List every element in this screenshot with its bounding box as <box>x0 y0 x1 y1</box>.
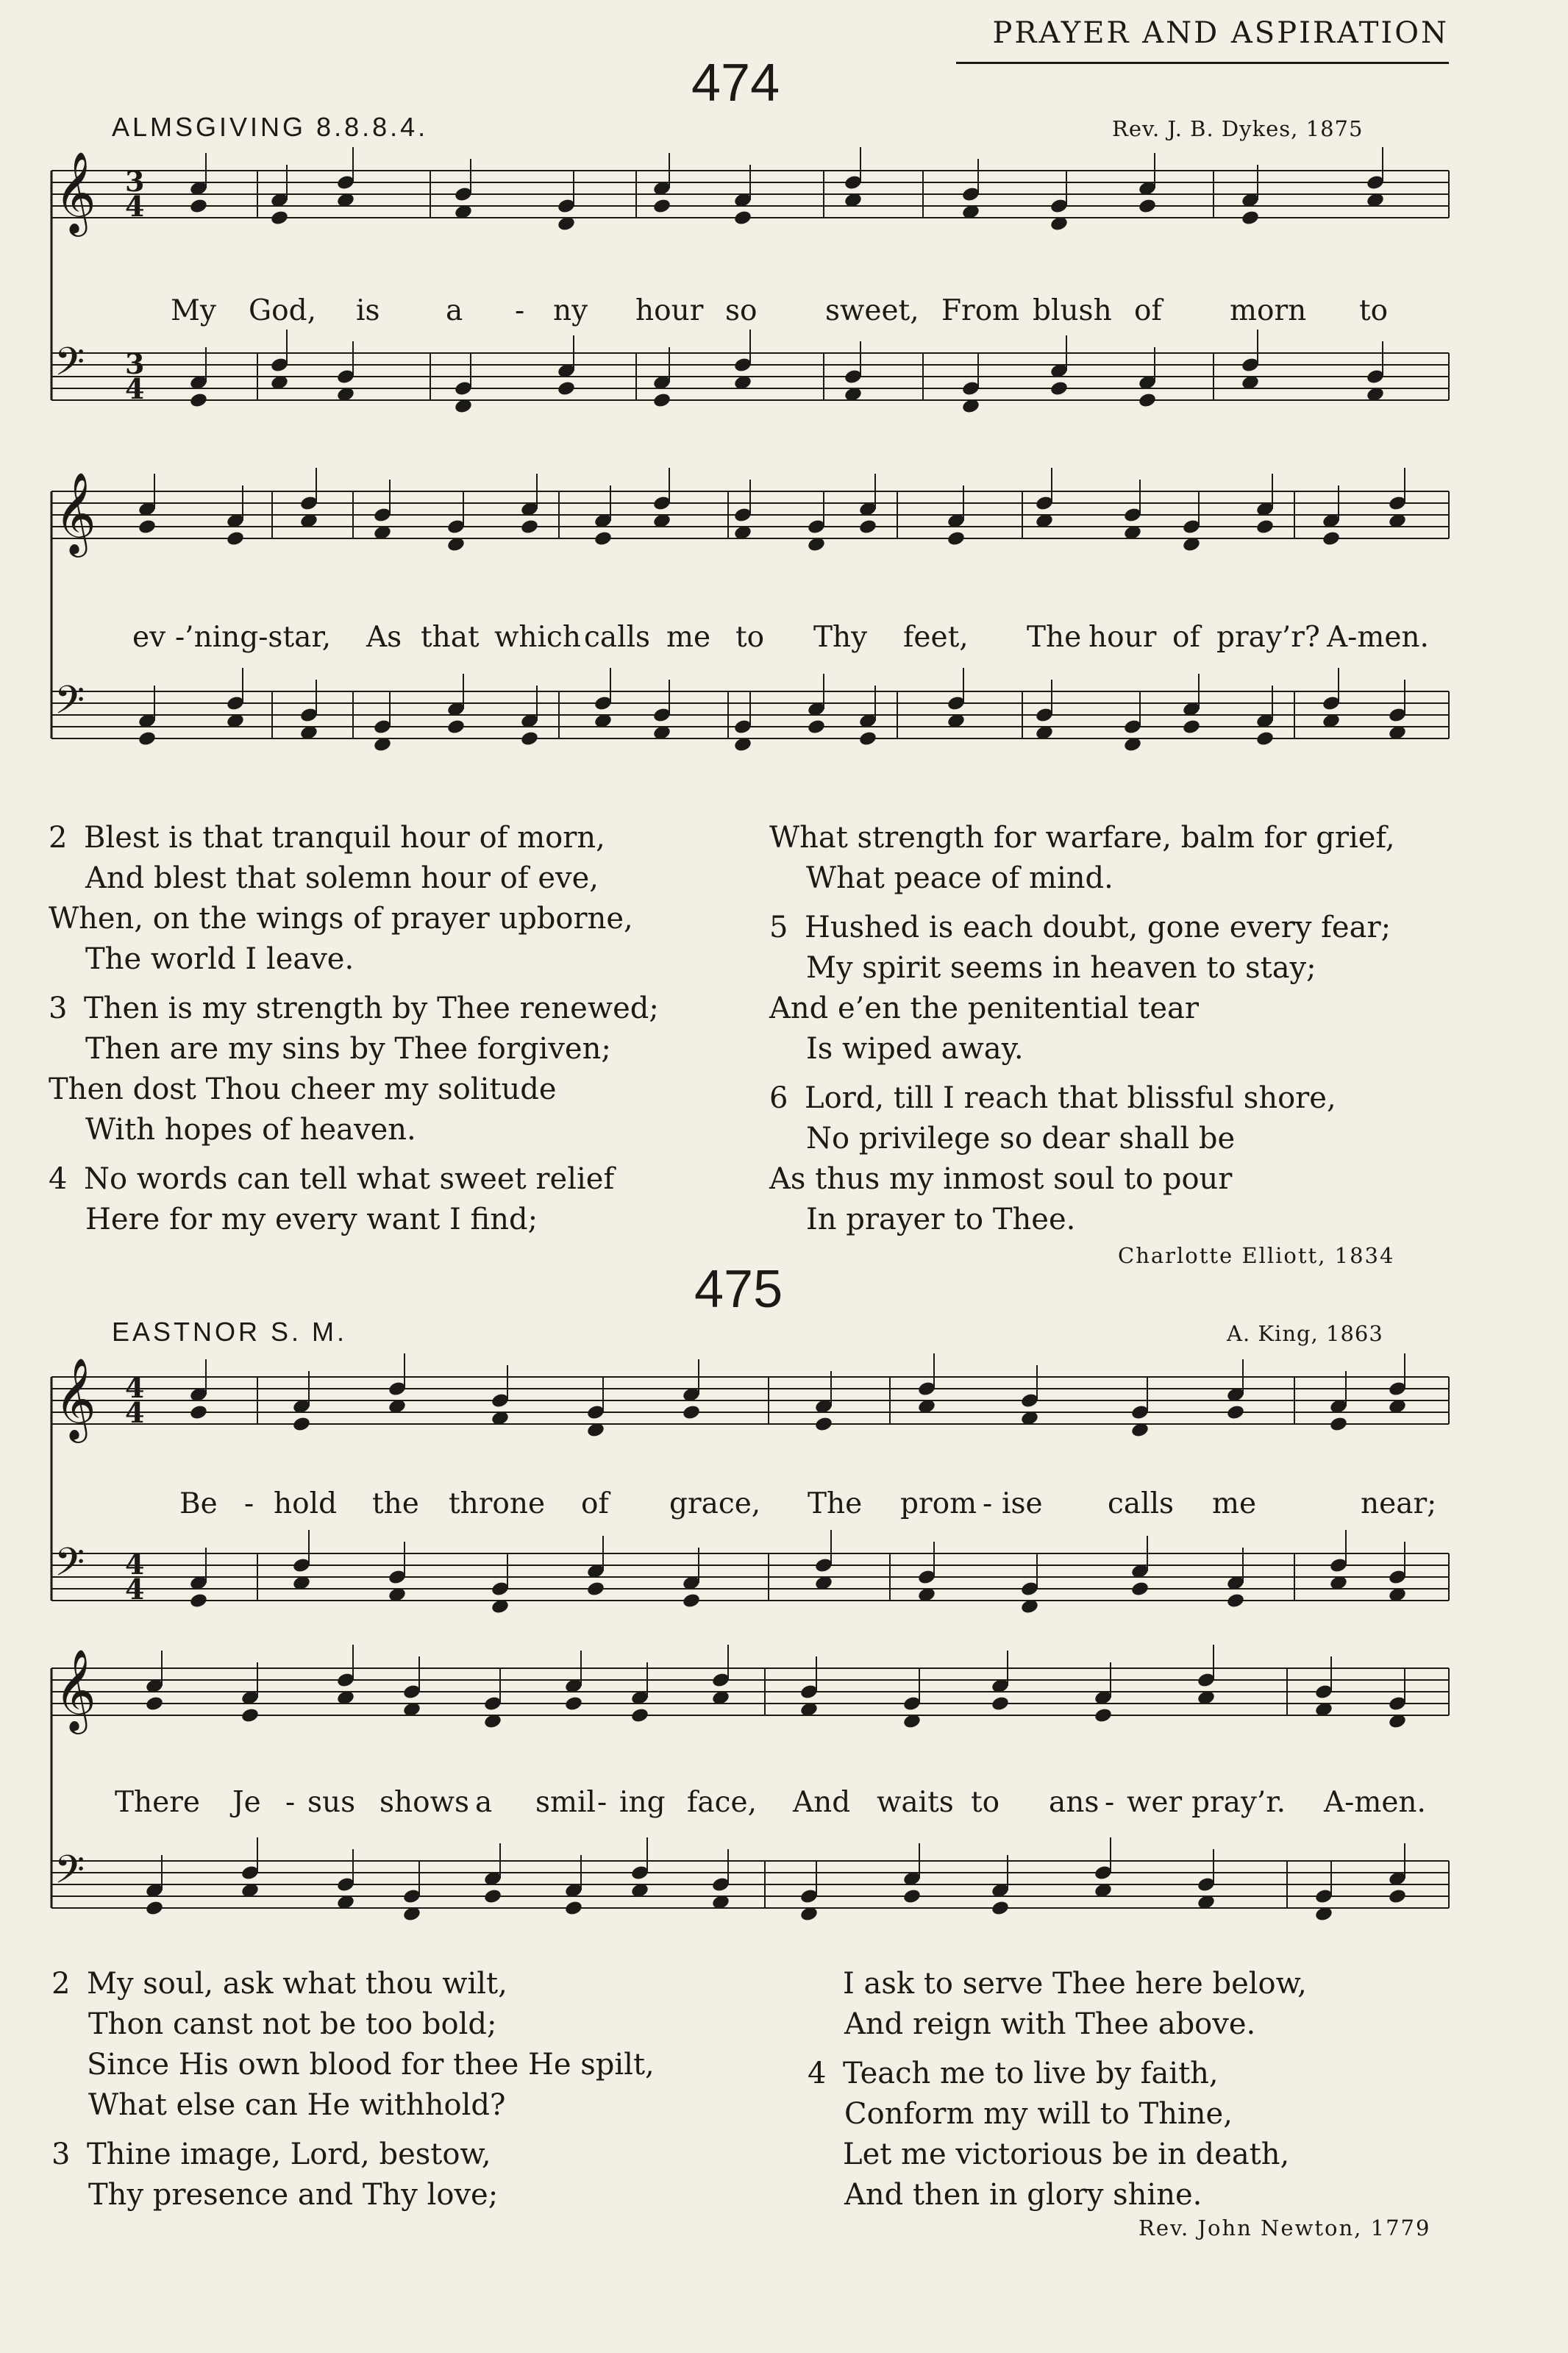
stanza-line: What peace of mind. <box>806 861 1113 895</box>
note-head <box>807 719 826 736</box>
lyric-syllable: feet, <box>903 621 969 654</box>
lyric-syllable: My <box>171 294 216 327</box>
lyric-syllable: a <box>475 1786 493 1819</box>
treble-clef-icon: 𝄞 <box>54 471 96 554</box>
lyric-syllable: of <box>581 1487 609 1520</box>
lyric-syllable: blush <box>1033 294 1112 327</box>
time-signature-bottom: 4 <box>125 1573 145 1606</box>
note-head <box>682 1404 701 1421</box>
note-head <box>189 392 208 409</box>
note-head <box>1226 1404 1245 1421</box>
stanza-number: 4 <box>49 1162 68 1196</box>
lyric-syllable: face, <box>687 1786 758 1819</box>
lyric-syllable: ans <box>1049 1786 1100 1819</box>
note-head <box>1050 380 1069 397</box>
lyric-syllable: ny <box>553 294 588 327</box>
hymn-474-stanzas-right <box>769 818 1395 1240</box>
lyric-syllable: calls <box>584 621 651 654</box>
note-head <box>1241 210 1260 227</box>
note-head <box>483 1888 502 1905</box>
time-signature-top: 3 <box>125 347 145 380</box>
time-signature-bottom: 4 <box>125 1396 145 1429</box>
note-head <box>564 1695 583 1712</box>
stanza-line: Since His own blood for thee He spilt, <box>87 2048 655 2082</box>
lyric-syllable: wer <box>1127 1786 1183 1819</box>
hymn-474-author: Charlotte Elliott, 1834 <box>1118 1243 1395 1268</box>
lyric-syllable: -’ning-star, <box>175 621 332 654</box>
lyric-syllable: throne <box>449 1487 546 1520</box>
stanza-line: Is wiped away. <box>806 1032 1024 1066</box>
lyric-syllable: - <box>597 1786 607 1819</box>
note-head <box>189 198 208 215</box>
lyric-syllable: hour <box>635 294 704 327</box>
lyric-syllable: - <box>983 1487 993 1520</box>
stanza <box>49 989 659 1150</box>
stanza-line: The world I leave. <box>85 942 354 976</box>
stanza-line: With hopes of heaven. <box>85 1113 416 1147</box>
stanza-line: Then dost Thou cheer my solitude <box>49 1072 557 1106</box>
note-head <box>189 1592 208 1609</box>
time-signature-bottom: 4 <box>125 372 145 405</box>
stanza-line: Thon canst not be too bold; <box>88 2007 497 2041</box>
lyric-syllable: From <box>941 294 1020 327</box>
hymn-474-number: 474 <box>691 54 780 113</box>
lyric-syllable: pray’r. <box>1191 1786 1286 1819</box>
stanza-line: Teach me to live by faith, <box>843 2057 1219 2090</box>
lyric-syllable: shows <box>379 1786 470 1819</box>
note-head <box>652 198 671 215</box>
time-signature-top: 4 <box>125 1548 145 1581</box>
hymn-475-composer: A. King, 1863 <box>1227 1321 1383 1346</box>
stanza-line: I ask to serve Thee here below, <box>843 1967 1307 2001</box>
note-head <box>292 1416 311 1433</box>
treble-staff <box>51 1648 1449 1734</box>
lyric-syllable: smil <box>535 1786 596 1819</box>
note-head <box>226 530 245 547</box>
lyric-syllable: so <box>725 294 758 327</box>
stanza-line: No words can tell what sweet relief <box>84 1162 615 1196</box>
stanza-number: 3 <box>51 2137 71 2171</box>
stanza-line: Lord, till I reach that blissful shore, <box>805 1081 1336 1115</box>
hymn-475-author: Rev. John Newton, 1779 <box>1138 2215 1431 2240</box>
stanza-line: My spirit seems in heaven to stay; <box>806 951 1316 985</box>
lyric-syllable: morn <box>1230 294 1307 327</box>
lyric-syllable: ise <box>1002 1487 1043 1520</box>
lyric-syllable: that <box>421 621 480 654</box>
stanza-number: 2 <box>49 821 68 855</box>
lyric-syllable: sweet, <box>825 294 919 327</box>
lyric-syllable: to <box>735 621 765 654</box>
note-head <box>991 1695 1010 1712</box>
lyric-syllable: pray’r? <box>1216 621 1320 654</box>
hymn-474-stanzas-left <box>49 818 659 1240</box>
lyric-syllable: The <box>808 1487 863 1520</box>
stanza-line: Then are my sins by Thee forgiven; <box>85 1032 611 1066</box>
bass-clef-icon: 𝄢 <box>54 1540 85 1595</box>
note-head <box>1388 1888 1407 1905</box>
note-head <box>1182 719 1201 736</box>
stanza <box>51 2135 655 2215</box>
lyric-syllable: hold <box>274 1487 338 1520</box>
note-head <box>814 1416 833 1433</box>
lyric-syllable: near; <box>1361 1487 1437 1520</box>
note-head <box>1255 730 1275 747</box>
stanza <box>49 1159 659 1240</box>
hymn-474-tune: ALMSGIVING 8.8.8.4. <box>112 112 429 142</box>
lyric-syllable: A-men. <box>1324 1786 1426 1819</box>
hymn-475-number: 475 <box>694 1260 783 1319</box>
note-head <box>652 392 671 409</box>
lyric-syllable: a <box>446 294 463 327</box>
treble-clef-icon: 𝄞 <box>54 1648 96 1731</box>
hymn-475-tune: EASTNOR S. M. <box>112 1317 348 1347</box>
treble-staff <box>51 1357 1449 1443</box>
lyric-syllable: - <box>285 1786 296 1819</box>
lyric-syllable: to <box>1359 294 1389 327</box>
bass-clef-icon: 𝄢 <box>54 340 85 394</box>
note-head <box>270 210 289 227</box>
bass-staff <box>51 1540 1449 1601</box>
note-head <box>446 719 466 736</box>
lyric-syllable: the <box>372 1487 419 1520</box>
lyric-syllable: And <box>793 1786 851 1819</box>
bass-staff <box>51 1848 1449 1908</box>
lyric-syllable: God, <box>249 294 316 327</box>
stanza-number: 5 <box>769 911 788 944</box>
stanza-line: And reign with Thee above. <box>844 2007 1256 2041</box>
lyric-syllable: prom <box>900 1487 977 1520</box>
stanza <box>49 818 659 980</box>
stanza-line: What strength for warfare, balm for grief, <box>769 821 1395 855</box>
lyric-syllable: - <box>515 294 525 327</box>
hymn-475-stanzas-left <box>51 1964 655 2215</box>
stanza-line: Then is my strength by Thee renewed; <box>84 992 659 1025</box>
note-head <box>1130 1581 1150 1598</box>
note-head <box>947 530 966 547</box>
note-head <box>564 1900 583 1917</box>
lyric-syllable: Je <box>232 1786 261 1819</box>
lyric-syllable: me <box>1212 1487 1257 1520</box>
stanza-line: My soul, ask what thou wilt, <box>87 1967 507 2001</box>
treble-clef-icon: 𝄞 <box>54 151 96 233</box>
lyric-syllable: me <box>666 621 711 654</box>
note-head <box>1329 1416 1348 1433</box>
lyric-syllable: ev <box>132 621 166 654</box>
note-head <box>594 530 613 547</box>
lyric-syllable: As <box>366 621 402 654</box>
stanza-line: In prayer to Thee. <box>806 1203 1076 1236</box>
note-head <box>991 1900 1010 1917</box>
note-head <box>1138 198 1157 215</box>
lyric-syllable: - <box>1105 1786 1115 1819</box>
note-head <box>520 730 539 747</box>
bass-clef-icon: 𝄢 <box>54 1848 85 1902</box>
hymn-475-stanzas-right <box>808 1964 1307 2215</box>
stanza-line: Conform my will to Thine, <box>844 2097 1233 2131</box>
stanza <box>51 1964 655 2126</box>
stanza <box>769 818 1395 899</box>
stanza-line: Blest is that tranquil hour of morn, <box>84 821 605 855</box>
stanza-line: No privilege so dear shall be <box>806 1122 1236 1156</box>
lyric-syllable: calls <box>1108 1487 1175 1520</box>
stanza <box>808 2054 1307 2215</box>
time-signature-bottom: 4 <box>125 190 145 223</box>
note-head <box>902 1888 922 1905</box>
note-head <box>189 1404 208 1421</box>
lyric-syllable: of <box>1172 621 1200 654</box>
note-head <box>733 210 752 227</box>
note-head <box>145 1900 164 1917</box>
lyric-syllable: ing <box>619 1786 666 1819</box>
stanza-line: As thus my inmost soul to pour <box>769 1162 1233 1196</box>
lyric-syllable: There <box>115 1786 200 1819</box>
note-head <box>1138 392 1157 409</box>
lyric-syllable: waits <box>877 1786 954 1819</box>
stanza-line: Let me victorious be in death, <box>843 2137 1290 2171</box>
stanza-line: Hushed is each doubt, gone every fear; <box>805 911 1391 944</box>
stanza-line: Thy presence and Thy love; <box>88 2178 499 2212</box>
lyric-syllable: is <box>356 294 380 327</box>
note-head <box>586 1581 605 1598</box>
time-signature-top: 4 <box>125 1371 145 1404</box>
note-head <box>1094 1707 1113 1724</box>
note-head <box>1255 519 1275 535</box>
stanza-line: And then in glory shine. <box>844 2178 1202 2212</box>
stanza-line: When, on the wings of prayer upborne, <box>49 902 633 936</box>
stanza-number: 6 <box>769 1081 788 1115</box>
stanza-number: 2 <box>51 1967 71 2001</box>
stanza <box>808 1964 1307 2045</box>
lyric-syllable: Thy <box>813 621 868 654</box>
note-head <box>858 730 877 747</box>
stanza-line: Thine image, Lord, bestow, <box>87 2137 491 2171</box>
lyric-syllable: sus <box>307 1786 356 1819</box>
stanza-line: And blest that solemn hour of eve, <box>85 861 599 895</box>
stanza-number: 4 <box>808 2057 827 2090</box>
note-head <box>557 380 576 397</box>
lyric-syllable: Be <box>179 1487 218 1520</box>
note-head <box>240 1707 260 1724</box>
lyric-syllable: hour <box>1088 621 1157 654</box>
note-head <box>1226 1592 1245 1609</box>
lyric-syllable: to <box>971 1786 1000 1819</box>
note-head <box>630 1707 649 1724</box>
note-head <box>1322 530 1341 547</box>
stanza-line: And e’en the penitential tear <box>769 992 1200 1025</box>
hymn-474-composer: Rev. J. B. Dykes, 1875 <box>1112 116 1364 141</box>
lyric-syllable: The <box>1027 621 1082 654</box>
lyric-syllable: which <box>494 621 581 654</box>
stanza <box>769 1078 1395 1240</box>
lyric-syllable: of <box>1134 294 1162 327</box>
treble-clef-icon: 𝄞 <box>54 1357 96 1439</box>
stanza-line: What else can He withhold? <box>88 2088 506 2122</box>
stanza-number: 3 <box>49 992 68 1025</box>
stanza-line: Here for my every want I find; <box>85 1203 538 1236</box>
note-head <box>520 519 539 535</box>
lyric-syllable: grace, <box>669 1487 761 1520</box>
note-head <box>858 519 877 535</box>
lyric-syllable: A-men. <box>1327 621 1429 654</box>
running-head: PRAYER AND ASPIRATION <box>992 16 1449 50</box>
bass-clef-icon: 𝄢 <box>54 678 85 733</box>
lyric-syllable: - <box>244 1487 254 1520</box>
note-head <box>138 730 157 747</box>
note-head <box>682 1592 701 1609</box>
stanza <box>769 908 1395 1069</box>
note-head <box>145 1695 164 1712</box>
time-signature-top: 3 <box>125 165 145 198</box>
note-head <box>138 519 157 535</box>
